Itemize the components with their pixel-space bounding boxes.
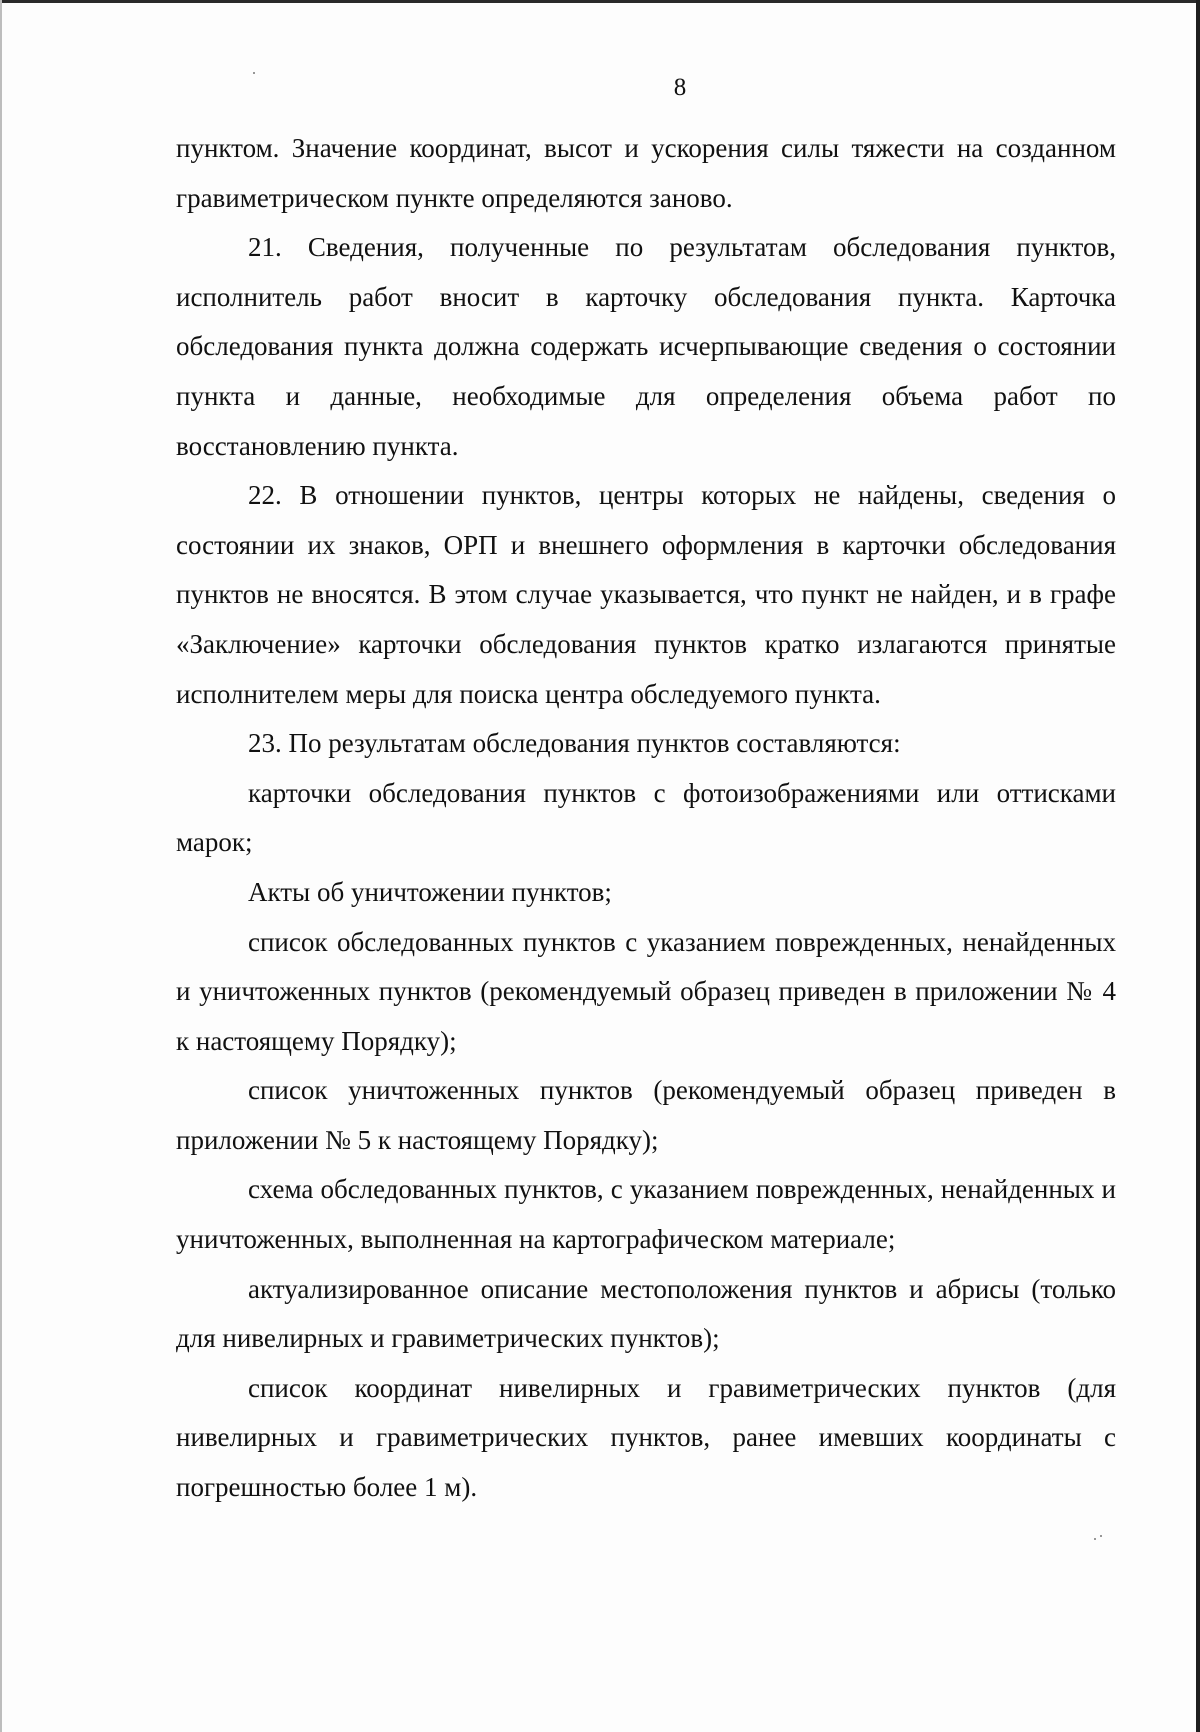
list-item-surveyed-points-list: список обследованных пунктов с указанием поврежденных, ненайденных и уничтоженных пунктов (рекомендуемый образец приведен в приложении № 4 к настоящему Порядку);: [176, 926, 1116, 1056]
paragraph-21: 21. Сведения, полученные по результатам обследования пунктов, исполнитель работ вносит в карточку обследования пункта. Карточка обследования пункта должна содержать исчерпывающие сведения о состоянии пункта и данные, необходимые для определения объема работ по восстановлению пункта.: [176, 232, 1116, 461]
scan-left-edge: [0, 0, 2, 1732]
scan-right-edge: [1196, 0, 1200, 1732]
list-item-destruction-acts: Акты об уничтожении пунктов;: [248, 876, 612, 907]
paragraph-22: 22. В отношении пунктов, центры которых не найдены, сведения о состоянии их знаков, ОРП и внешнего оформления в карточки обследования пунктов не вносятся. В этом случае указывается, что пункт не найден, и в графе «Заключение» карточки обследования пунктов кратко излагаются принятые исполнителем меры для поиска центра обследуемого пункта.: [176, 480, 1116, 709]
list-item-location-description: актуализированное описание местоположения пунктов и абрисы (только для нивелирных и гравиметрических пунктов);: [176, 1273, 1116, 1354]
paragraph-continuation: пунктом. Значение координат, высот и ускорения силы тяжести на созданном гравиметрическом пункте определяются заново.: [176, 133, 1116, 213]
list-item-survey-cards: карточки обследования пунктов с фотоизображениями или оттисками марок;: [176, 777, 1116, 858]
list-item-destroyed-points-list: список уничтоженных пунктов (рекомендуемый образец приведен в приложении № 5 к настоящему Порядку);: [176, 1075, 1116, 1155]
document-body: [176, 124, 1116, 1513]
scan-speck: [1094, 1538, 1096, 1540]
scan-speck: [1100, 1535, 1102, 1537]
list-item-survey-scheme: схема обследованных пунктов, с указанием поврежденных, ненайденных и уничтоженных, выполненная на картографическом материале;: [176, 1174, 1116, 1255]
paragraph-23: 23. По результатам обследования пунктов составляются:: [248, 728, 901, 759]
scan-top-edge: [0, 0, 1200, 3]
page-number: 8: [673, 74, 687, 101]
list-item-coordinates-list: список координат нивелирных и гравиметрических пунктов (для нивелирных и гравиметрических пунктов, ранее имевших координаты с погрешностью более 1 м).: [176, 1372, 1116, 1503]
